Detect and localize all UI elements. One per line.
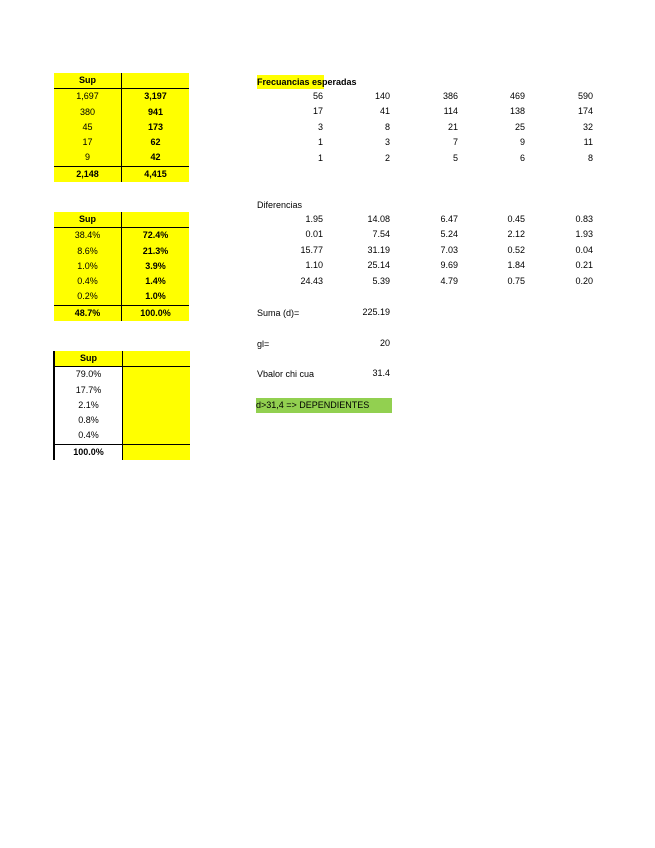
grid-cell: 7.54	[372, 229, 390, 240]
grid-cell: 24.43	[300, 275, 323, 286]
grid-cell: 14.08	[367, 214, 390, 224]
grid-cell: 31.19	[367, 244, 390, 255]
grid-cell: 56	[312, 91, 323, 101]
gl-label: gl=	[257, 339, 270, 349]
total-cell: 100.0%	[54, 444, 123, 460]
grid-cell: 8	[587, 152, 593, 163]
grid-cell: 3	[384, 137, 390, 148]
grid-cell: 2.12	[507, 229, 525, 240]
conclusion-cell: d>31,4 => DEPENDIENTES	[256, 398, 392, 413]
table-row	[54, 120, 189, 135]
table-row	[54, 259, 189, 274]
grid-cell: 5.39	[372, 275, 390, 286]
table-column-percentages	[53, 351, 190, 460]
cell: 45	[54, 120, 122, 135]
suma-label: Suma (d)=	[257, 308, 300, 318]
grid-cell: 32	[582, 121, 593, 132]
grid-cell: 469	[509, 91, 525, 101]
cell: 62	[122, 135, 190, 150]
cell: 941	[122, 105, 190, 120]
cell: 3,197	[122, 89, 190, 105]
header-cell	[122, 73, 190, 89]
cell: 2.1%	[54, 398, 123, 413]
grid-cell: 386	[442, 91, 458, 101]
table-row	[54, 428, 190, 444]
cell: 3.9%	[122, 259, 190, 274]
cell: 72.4%	[122, 228, 190, 244]
cell: 8.6%	[54, 244, 122, 259]
cell: 17.7%	[54, 383, 123, 398]
table-row	[54, 289, 189, 305]
grid-cell: 0.21	[575, 260, 593, 271]
cell	[123, 367, 191, 383]
total-row	[54, 166, 189, 182]
table-header	[54, 351, 190, 367]
grid-cell: 1	[317, 152, 323, 163]
cell	[123, 383, 191, 398]
cell	[123, 428, 191, 444]
grid-cell: 590	[577, 91, 593, 101]
grid-cell: 140	[374, 91, 390, 101]
grid-cell: 0.45	[507, 214, 525, 224]
total-row	[54, 305, 189, 321]
cell: 0.2%	[54, 289, 122, 305]
grid-cell: 0.52	[507, 244, 525, 255]
grid-cell: 114	[443, 106, 458, 117]
table-row	[54, 383, 190, 398]
grid-cell: 0.75	[507, 275, 525, 286]
expected-title: Frecuancias esperadas	[257, 77, 357, 87]
cell: 380	[54, 105, 122, 120]
cell: 0.4%	[54, 274, 122, 289]
grid-cell: 0.01	[305, 229, 323, 240]
cell	[123, 413, 191, 428]
cell: 173	[122, 120, 190, 135]
grid-cell: 6	[519, 152, 525, 163]
cell	[123, 398, 191, 413]
cell: 79.0%	[54, 367, 123, 383]
table-row	[54, 150, 189, 166]
grid-cell: 0.20	[575, 275, 593, 286]
header-cell	[122, 212, 190, 228]
cell: 1.0%	[122, 289, 190, 305]
table-row	[54, 244, 189, 259]
table-row	[54, 105, 189, 120]
table-header	[54, 212, 189, 228]
table-row	[54, 413, 190, 428]
grid-cell: 1.93	[575, 229, 593, 240]
header-cell	[123, 351, 191, 367]
cell: 1,697	[54, 89, 122, 105]
grid-cell: 9.69	[440, 260, 458, 271]
cell: 0.8%	[54, 413, 123, 428]
cell: 0.4%	[54, 428, 123, 444]
table-row	[54, 89, 189, 105]
grid-cell: 25.14	[367, 260, 390, 271]
grid-cell: 1.10	[305, 260, 323, 271]
table-header	[54, 73, 189, 89]
cell: 42	[122, 150, 190, 166]
grid-cell: 2	[384, 152, 390, 163]
grid-cell: 1.95	[305, 214, 323, 224]
cell: 1.4%	[122, 274, 190, 289]
total-cell: 4,415	[122, 166, 190, 182]
total-cell: 2,148	[54, 166, 122, 182]
grid-cell: 11	[583, 137, 593, 148]
grid-cell: 41	[379, 106, 390, 117]
total-row	[54, 444, 190, 460]
cell: 1.0%	[54, 259, 122, 274]
grid-cell: 0.83	[575, 214, 593, 224]
cell: 21.3%	[122, 244, 190, 259]
suma-value: 225.19	[362, 307, 390, 317]
grid-cell: 8	[384, 121, 390, 132]
table-percentages	[54, 212, 189, 321]
total-cell: 48.7%	[54, 305, 122, 321]
table-row	[54, 367, 190, 383]
chi-value: 31.4	[372, 368, 390, 378]
grid-cell: 5	[452, 152, 458, 163]
grid-cell: 4.79	[440, 275, 458, 286]
grid-cell: 1.84	[507, 260, 525, 271]
header-cell: Sup	[54, 351, 123, 367]
grid-cell: 15.77	[300, 244, 323, 255]
grid-cell: 7	[452, 137, 458, 148]
chi-label: Vbalor chi cua	[257, 369, 315, 379]
grid-cell: 138	[509, 106, 525, 117]
table-row	[54, 135, 189, 150]
grid-cell: 6.47	[440, 214, 458, 224]
grid-cell: 21	[447, 121, 458, 132]
grid-cell: 7.03	[440, 244, 458, 255]
gl-value: 20	[379, 338, 390, 348]
header-cell: Sup	[54, 73, 122, 89]
grid-cell: 1	[317, 137, 323, 148]
grid-cell: 17	[312, 106, 323, 117]
cell: 9	[54, 150, 122, 166]
table-row	[54, 398, 190, 413]
differences-title: Diferencias	[257, 200, 303, 210]
grid-cell: 174	[577, 106, 593, 117]
table-row	[54, 274, 189, 289]
header-cell: Sup	[54, 212, 122, 228]
cell: 38.4%	[54, 228, 122, 244]
grid-cell: 25	[514, 121, 525, 132]
grid-cell: 5.24	[440, 229, 458, 240]
table-row	[54, 228, 189, 244]
total-cell	[123, 444, 191, 460]
grid-cell: 3	[317, 121, 323, 132]
grid-cell: 9	[519, 137, 525, 148]
table-counts	[54, 73, 189, 182]
grid-cell: 0.04	[575, 244, 593, 255]
cell: 17	[54, 135, 122, 150]
total-cell: 100.0%	[122, 305, 190, 321]
